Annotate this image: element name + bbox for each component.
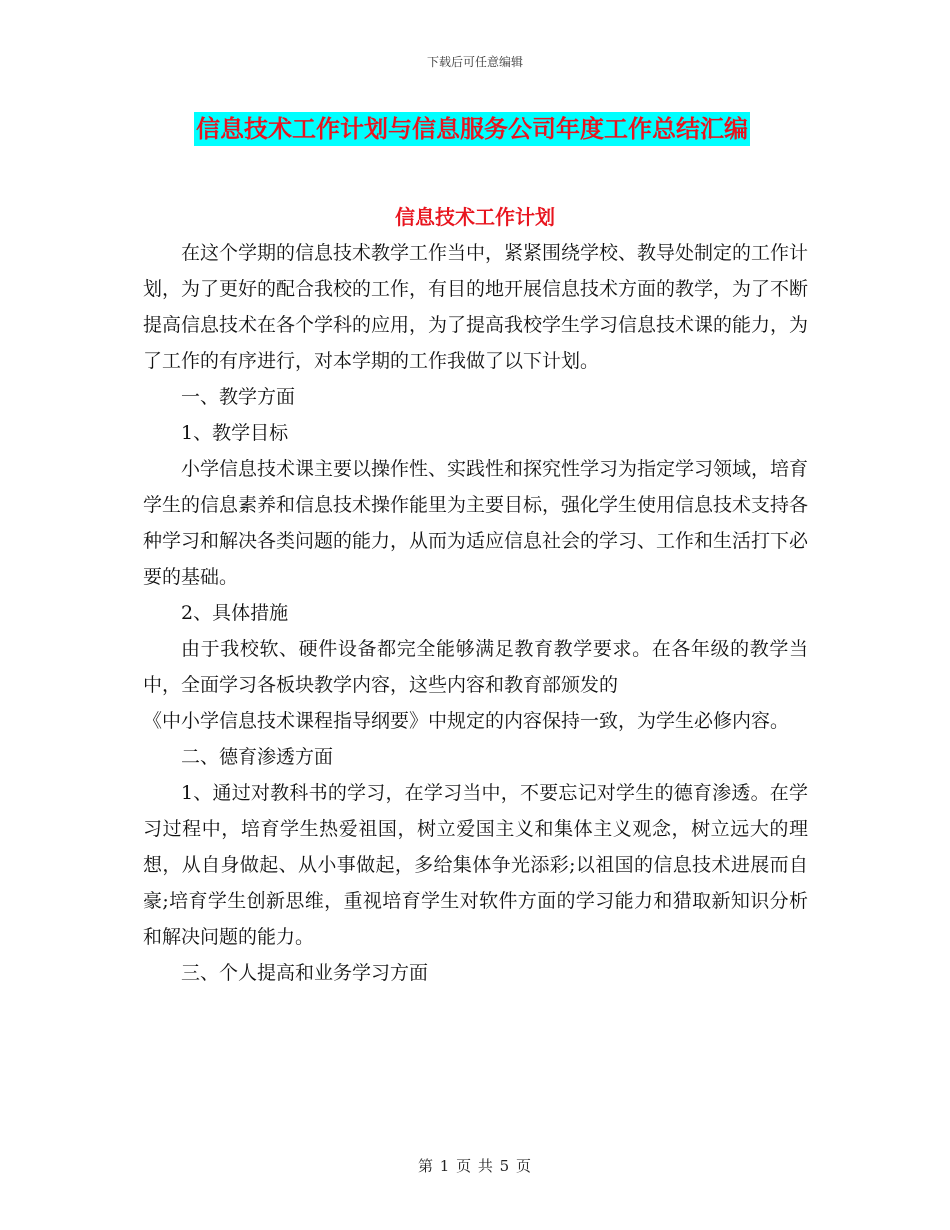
intro-paragraph: 在这个学期的信息技术教学工作当中，紧紧围绕学校、教导处制定的工作计划，为了更好的配合我校的工作，有目的地开展信息技术方面的教学，为了不断提高信息技术在各个学科的应用，为了提高我校学生学习信息技术课的能力，为了工作的有序进行，对本学期的工作我做了以下计划。 xyxy=(143,242,809,372)
section-heading-teaching: 一、教学方面 xyxy=(181,386,296,408)
page-header-note: 下载后可任意编辑 xyxy=(426,55,523,69)
section-title: 信息技术工作计划 xyxy=(395,205,555,229)
page-footer-pagination: 第 1 页 共 5 页 xyxy=(418,1157,532,1175)
measures-paragraph-line1: 由于我校软、硬件设备都完全能够满足教育教学要求。在各年级的教学当中，全面学习各板块教学内容，这些内容和教育部颁发的 xyxy=(143,638,808,696)
moral-paragraph: 1、通过对教科书的学习，在学习当中，不要忘记对学生的德育渗透。在学习过程中，培育学生热爱祖国，树立爱国主义和集体主义观念，树立远大的理想，从自身做起、从小事做起，多给集体争光添彩;以祖国的信息技术进展而自豪;培育学生创新思维，重视培育学生对软件方面的学习能力和猎取新知识分析和解决问题的能力。 xyxy=(143,782,808,948)
goals-paragraph: 小学信息技术课主要以操作性、实践性和探究性学习为指定学习领域，培育学生的信息素养和信息技术操作能里为主要目标，强化学生使用信息技术支持各种学习和解决各类问题的能力，从而为适应信息社会的学习、工作和生活打下必要的基础。 xyxy=(143,458,809,588)
item-heading-goals: 1、教学目标 xyxy=(181,422,289,444)
section-heading-personal: 三、个人提高和业务学习方面 xyxy=(181,962,429,984)
document-main-title: 信息技术工作计划与信息服务公司年度工作总结汇编 xyxy=(194,112,750,146)
measures-paragraph-line2: 《中小学信息技术课程指导纲要》中规定的内容保持一致，为学生必修内容。 xyxy=(143,710,790,732)
item-heading-measures: 2、具体措施 xyxy=(181,602,289,624)
document-body xyxy=(143,219,808,991)
section-heading-moral: 二、德育渗透方面 xyxy=(181,746,334,768)
